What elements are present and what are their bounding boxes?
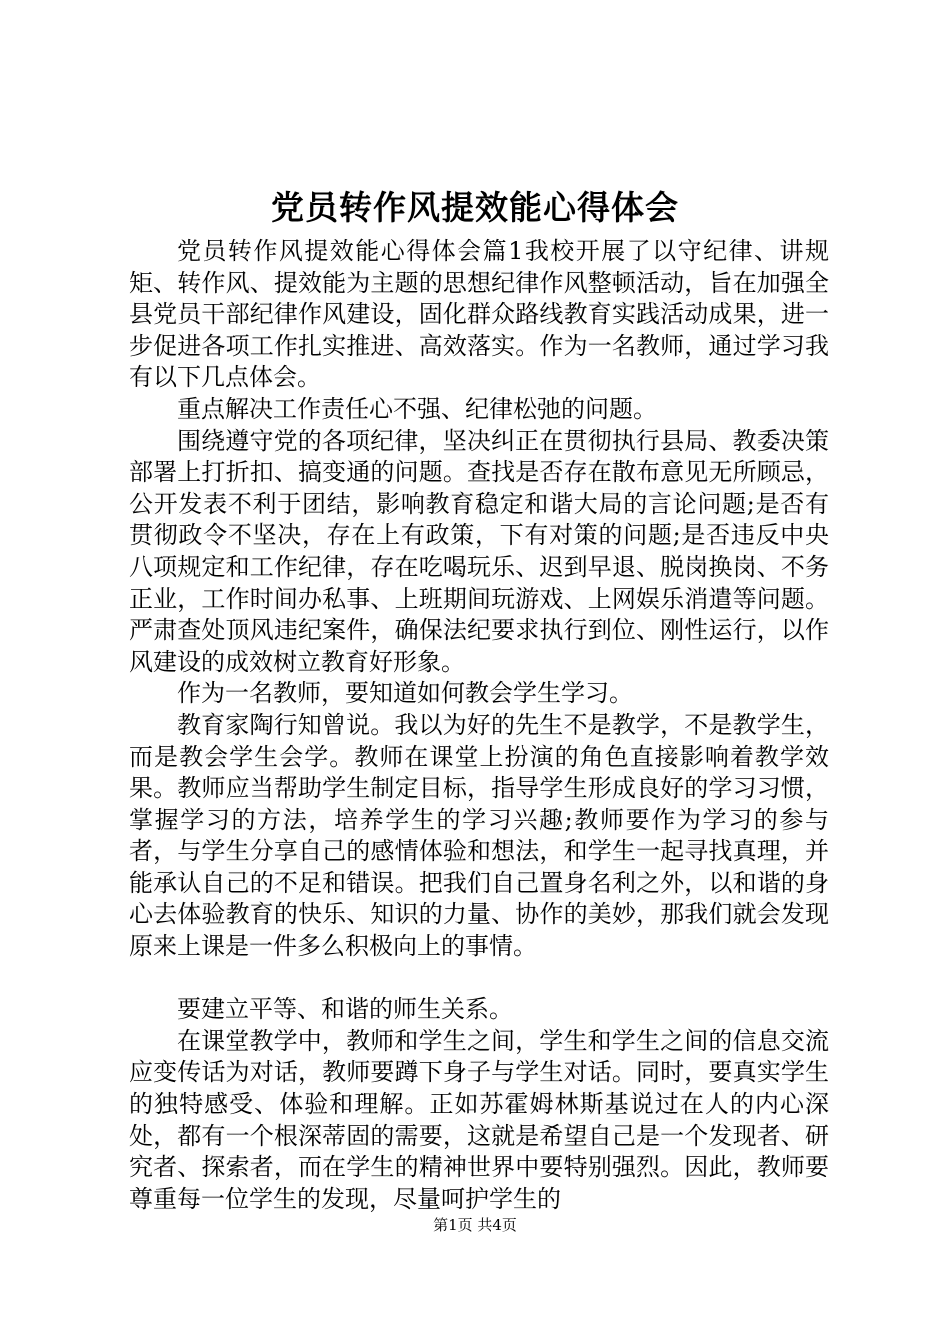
page-number-footer: 第1页 共4页: [433, 1216, 517, 1234]
paragraph: 在课堂教学中，教师和学生之间，学生和学生之间的信息交流应变传话为对话，教师要蹲下身子与学生对话。同时，要真实学生的独特感受、体验和理解。正如苏霍姆林斯基说过在人的内心深处，都有一个根深蒂固的需要，这就是希望自己是一个发现者、研究者、探索者，而在学生的精神世界中要特别强烈。因此，教师要尊重每一位学生的发现，尽量呵护学生的: [129, 1026, 829, 1213]
paragraph: 围绕遵守党的各项纪律，坚决纠正在贯彻执行县局、教委决策部署上打折扣、搞变通的问题。查找是否存在散布意见无所顾忌，公开发表不利于团结，影响教育稳定和谐大局的言论问题;是否有贯彻政令不坚决，存在上有政策，下有对策的问题;是否违反中央八项规定和工作纪律，存在吃喝玩乐、迟到早退、脱岗换岗、不务正业，工作时间办私事、上班期间玩游戏、上网娱乐消遣等问题。严肃查处顶风违纪案件，确保法纪要求执行到位、刚性运行，以作风建设的成效树立教育好形象。: [129, 426, 829, 676]
document-body: [129, 236, 829, 1215]
paragraph: 作为一名教师，要知道如何教会学生学习。: [177, 679, 633, 708]
paragraph: 教育家陶行知曾说。我以为好的先生不是教学，不是教学生，而是教会学生会学。教师在课堂上扮演的角色直接影响着教学效果。教师应当帮助学生制定目标，指导学生形成良好的学习习惯，掌握学习的方法，培养学生的学习兴趣;教师要作为学习的参与者，与学生分享自己的感情体验和想法，和学生一起寻找真理，并能承认自己的不足和错误。把我们自己置身名利之外，以和谐的身心去体验教育的快乐、知识的力量、协作的美妙，那我们就会发现原来上课是一件多么积极向上的事情。: [129, 710, 829, 961]
paragraph: 要建立平等、和谐的师生关系。: [177, 995, 513, 1024]
document-title: 党员转作风提效能心得体会: [271, 188, 679, 227]
paragraph: 重点解决工作责任心不强、纪律松弛的问题。: [177, 394, 657, 423]
paragraph: 党员转作风提效能心得体会篇1我校开展了以守纪律、讲规矩、转作风、提效能为主题的思想纪律作风整顿活动，旨在加强全县党员干部纪律作风建设，固化群众路线教育实践活动成果，进一步促进各项工作扎实推进、高效落实。作为一名教师，通过学习我有以下几点体会。: [129, 237, 829, 392]
